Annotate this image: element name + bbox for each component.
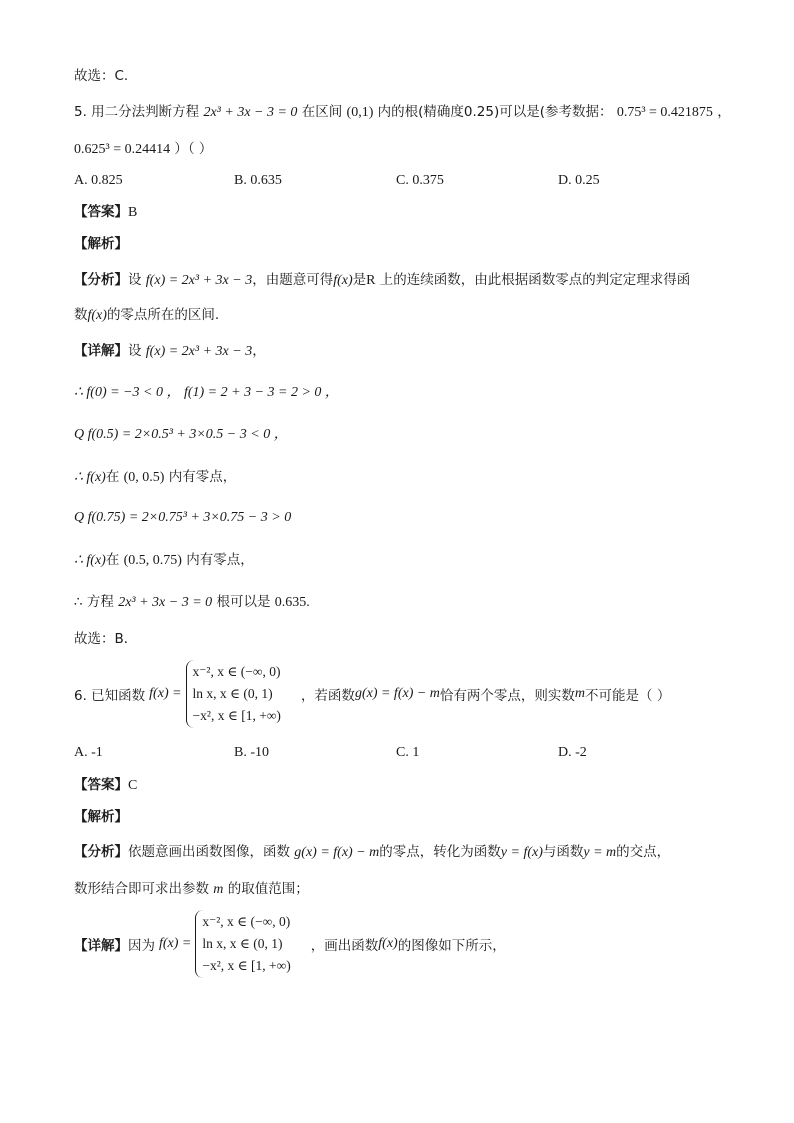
text: 因为: [128, 938, 155, 954]
text: 设: [128, 272, 142, 288]
q6-piecewise-function: [186, 660, 285, 728]
math: f(x) =: [149, 686, 182, 701]
text: 内有零点，: [168, 469, 237, 485]
text: 内有零点，: [186, 552, 254, 568]
case: ln x, x ∈ (0, 1): [192, 686, 273, 701]
q5-detail-line5: Q f(0.75) = 2×0.75³ + 3×0.75 − 3 > 0: [74, 510, 292, 525]
q6-option-c: C. 1: [396, 745, 420, 760]
q5-detail-line7: [74, 593, 310, 612]
text: 的零点所在的区间.: [106, 307, 220, 323]
text: ，由题意可得: [252, 272, 334, 288]
q5-stem-text: 内的根(精确度0.25)可以是(参考数据：: [377, 104, 613, 120]
text: 恰有两个零点，则实数: [439, 688, 575, 704]
math: g(x) = f(x) − m: [294, 845, 380, 860]
math: 2x³ + 3x − 3 = 0: [118, 595, 213, 610]
math: R: [366, 273, 376, 288]
text: 设: [128, 343, 142, 359]
q5-fenxi-line2: [74, 306, 219, 325]
detail-tag: 【详解】: [74, 343, 128, 359]
math: g(x) = f(x) − m: [354, 686, 440, 701]
q6-analysis-line: [74, 808, 128, 826]
fenxi-tag: 【分析】: [74, 272, 128, 288]
case: −x², x ∈ [1, +∞): [202, 958, 291, 973]
q6-detail-line: [74, 910, 506, 978]
answer-tag: 【答案】: [74, 777, 128, 793]
text: ，画出函数: [310, 938, 379, 954]
q5-stem-line1: [74, 103, 731, 122]
text: 6. 已知函数: [74, 688, 146, 704]
q6-answer: C: [128, 778, 138, 793]
q5-detail-line2: ∴ f(0) = −3 < 0 ， f(1) = 2 + 3 − 3 = 2 > 0 ，: [74, 385, 339, 400]
q6-option-a: A. -1: [74, 745, 103, 760]
math: 0.635.: [274, 595, 310, 610]
q6-fenxi-line2: [74, 880, 309, 899]
prev-answer-line: [74, 67, 128, 85]
math: y = f(x): [500, 845, 543, 860]
math: m: [213, 882, 224, 897]
text: 的取值范围；: [227, 881, 309, 897]
math: f(x): [378, 936, 398, 951]
math: ∴ f(x): [74, 553, 106, 568]
text: 上的连续函数，由此根据函数零点的判定定理求得函: [379, 272, 691, 288]
answer-tag: 【答案】: [74, 204, 128, 220]
text: 与函数: [542, 844, 584, 860]
q6-answer-line: [74, 776, 137, 795]
text: 的交点，: [616, 844, 671, 860]
q5-answer-line: [74, 203, 137, 222]
text: ∴ 方程: [74, 594, 114, 610]
q5-detail-line6: [74, 551, 254, 570]
q5-interval: (0,1): [346, 105, 374, 120]
fenxi-tag: 【分析】: [74, 844, 128, 860]
case: ln x, x ∈ (0, 1): [202, 936, 283, 951]
analysis-tag: 【解析】: [74, 236, 128, 252]
text: 是: [352, 272, 367, 288]
detail-tag: 【详解】: [74, 938, 128, 954]
q5-stem-text: 5. 用二分法判断方程: [74, 104, 200, 120]
q6-option-d: D. -2: [558, 745, 587, 760]
q6-stem-line: [74, 660, 670, 728]
q5-end-line: 故选：B．: [74, 631, 138, 647]
text: 根可以是: [216, 594, 271, 610]
case: −x², x ∈ [1, +∞): [192, 708, 281, 723]
q5-stem-text: 在区间: [301, 104, 343, 120]
q5-option-c: C. 0.375: [396, 173, 444, 188]
math: (0, 0.5): [123, 470, 165, 485]
q5-reference-2: 0.625³ = 0.24414: [74, 142, 171, 157]
q5-separator: ，: [717, 104, 731, 120]
math: f(x): [87, 308, 107, 323]
case: x⁻², x ∈ (−∞, 0): [202, 914, 291, 929]
q5-option-a: A. 0.825: [74, 173, 123, 188]
q5-stem-text: ）（ ）: [174, 141, 213, 157]
text: 的零点，转化为函数: [379, 844, 501, 860]
text: 依题意画出函数图像，函数: [128, 844, 290, 860]
q5-function-def: f(x) = 2x³ + 3x − 3: [145, 273, 253, 288]
q5-detail-line3: Q f(0.5) = 2×0.5³ + 3×0.5 − 3 < 0 ，: [74, 427, 288, 442]
q5-option-d: D. 0.25: [558, 173, 600, 188]
text: ，: [252, 343, 266, 359]
math: f(x): [333, 273, 353, 288]
math: ∴ f(x): [74, 470, 106, 485]
text: 在: [105, 552, 120, 568]
q5-detail-line4: [74, 468, 236, 487]
q6-option-b: B. -10: [234, 745, 269, 760]
q5-stem-line2: [74, 140, 212, 159]
math: m: [574, 686, 586, 701]
text: 数形结合即可求出参数: [74, 881, 209, 897]
q5-analysis-line: [74, 235, 128, 253]
q5-reference-1: 0.75³ = 0.421875: [616, 105, 713, 120]
q5-answer: B: [128, 205, 138, 220]
math: y = m: [583, 845, 617, 860]
text: ，若函数: [300, 688, 355, 704]
case: x⁻², x ∈ (−∞, 0): [192, 664, 281, 679]
q5-detail-line1: [74, 342, 266, 361]
q5-option-b: B. 0.635: [234, 173, 282, 188]
q6-fenxi-line1: [74, 843, 670, 862]
text: 在: [105, 469, 120, 485]
prev-answer-text: 故选：C.: [74, 68, 129, 84]
q5-fenxi-line1: [74, 271, 690, 290]
math: (0.5, 0.75): [123, 553, 182, 568]
q5-equation: 2x³ + 3x − 3 = 0: [203, 105, 298, 120]
text: 不可能是（ ）: [585, 688, 671, 704]
text: 的图像如下所示，: [397, 938, 506, 954]
text: 数: [74, 307, 88, 323]
q6-detail-piecewise-function: [195, 910, 294, 978]
math: f(x) =: [159, 936, 192, 951]
math: f(x) = 2x³ + 3x − 3: [145, 344, 253, 359]
analysis-tag: 【解析】: [74, 809, 128, 825]
